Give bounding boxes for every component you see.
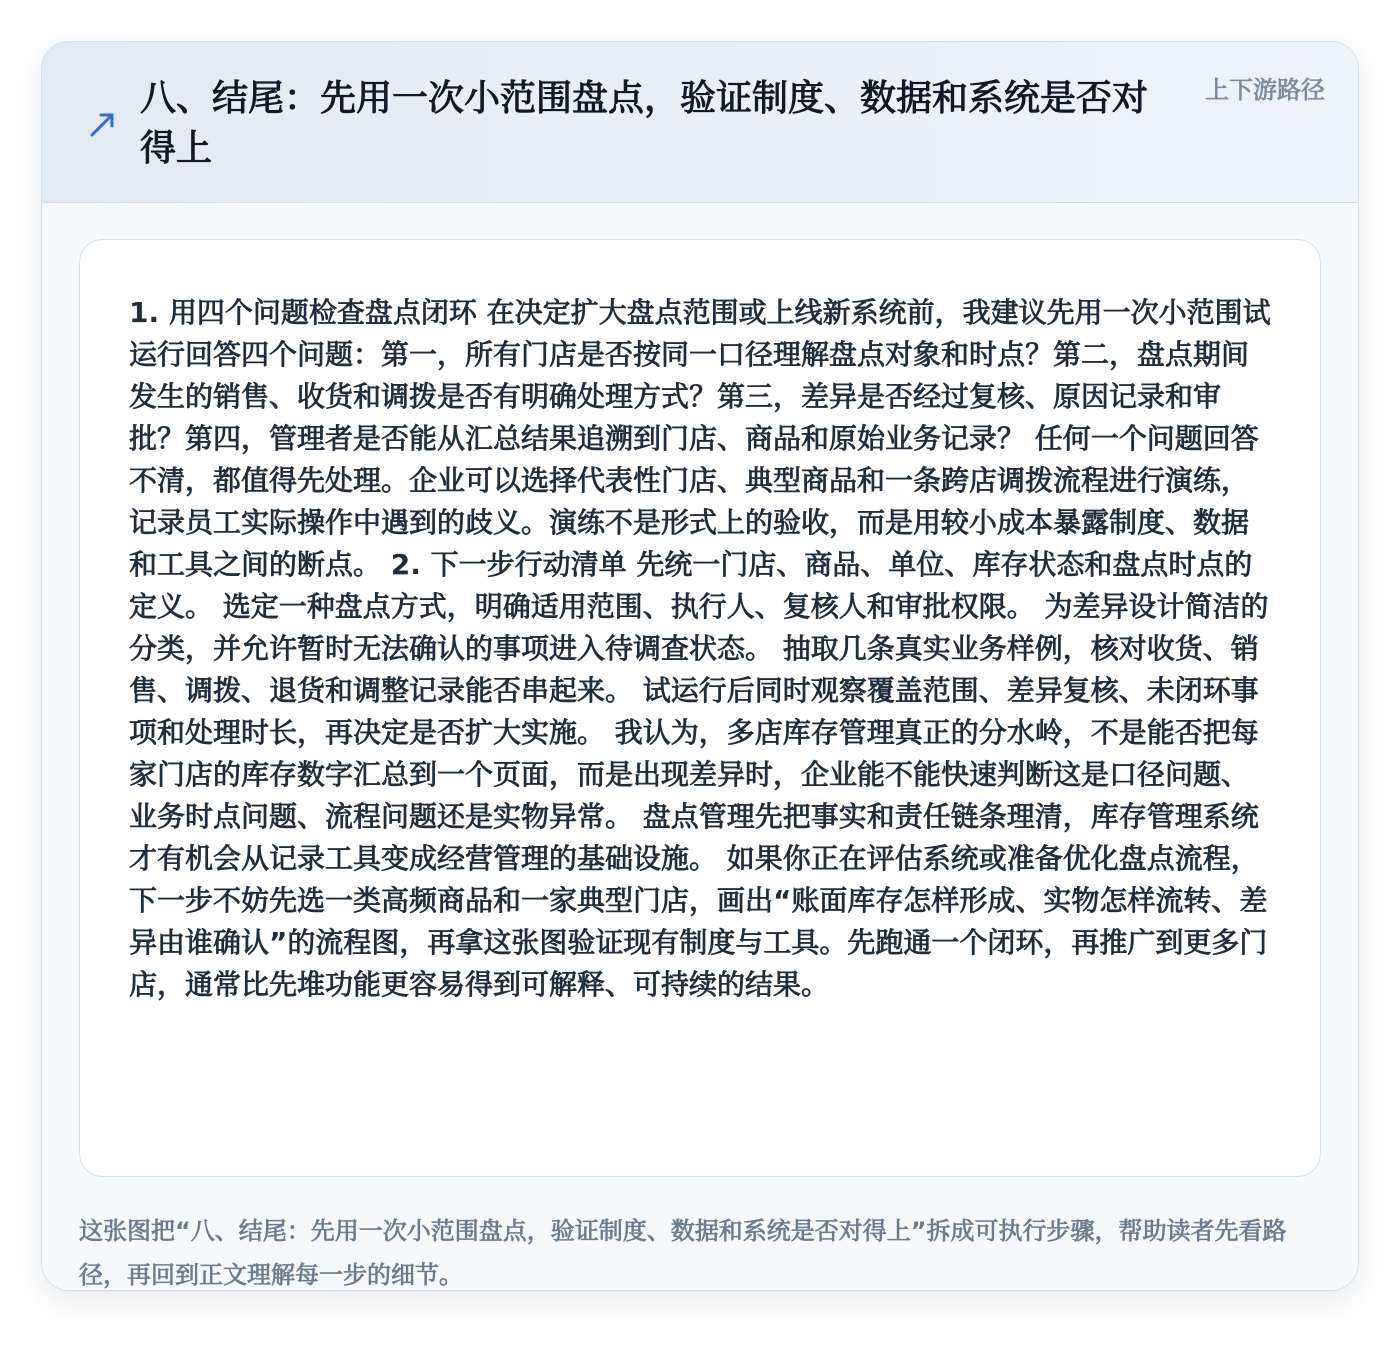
section-title: 八、结尾：先用一次小范围盘点，验证制度、数据和系统是否对得上 (140, 78, 1149, 169)
body-text: 1. 用四个问题检查盘点闭环 在决定扩大盘点范围或上线新系统前，我建议先用一次小范围试运行回答四个问题：第一，所有门店是否按同一口径理解盘点对象和时点？第二，盘点期间发生的销售、收货和调拨是否有明确处理方式？第三，差异是否经过复核、原因记录和审批？第四，管理者是否能从汇总结果追溯到门店、商品和原始业务记录？ 任何一个问题回答不清，都值得先处理。企业可以选择代表性门店、典型商品和一条跨店调拨流程进行演练，记录员工实际操作中遇到的歧义。演练不是形式上的验收，而是用较小成本暴露制度、数据和工具之间的断点。 2. 下一步行动清单 先统一门店、商品、单位、库存状态和盘点时点的定义。 选定一种盘点方式，明确适用范围、执行人、复核人和审批权限。 为差异设计简洁的分类，并允许暂时无法确认的事项进入待调查状态。 抽取几条真实业务样例，核对收货、销售、调拨、退货和调整记录能否串起来。 试运行后同时观察覆盖范围、差异复核、未闭环事项和处理时长，再决定是否扩大实施。 我认为，多店库存管理真正的分水岭，不是能否把每家门店的库存数字汇总到一个页面，而是出现差异时，企业能不能快速判断这是口径问题、业务时点问题、流程问题还是实物异常。 盘点管理先把事实和责任链条理清，库存管理系统才有机会从记录工具变成经营管理的基础设施。 如果你正在评估系统或准备优化盘点流程，下一步不妨先选一类高频商品和一家典型门店，画出“账面库存怎样形成、实物怎样流转、差异由谁确认”的流程图，再拿这张图验证现有制度与工具。先跑通一个闭环，再推广到更多门店，通常比先堆功能更容易得到可解释、可持续的结果。 (129, 296, 1271, 1001)
content-panel (79, 239, 1321, 1177)
card-header (42, 42, 1358, 203)
arrow-up-right-icon (87, 108, 119, 140)
upstream-downstream-tag: 上下游路径 (1205, 76, 1325, 104)
figure-caption: 这张图把“八、结尾：先用一次小范围盘点，验证制度、数据和系统是否对得上”拆成可执行步骤，帮助读者先看路径，再回到正文理解每一步的细节。 (79, 1217, 1287, 1289)
content-card (41, 41, 1359, 1291)
